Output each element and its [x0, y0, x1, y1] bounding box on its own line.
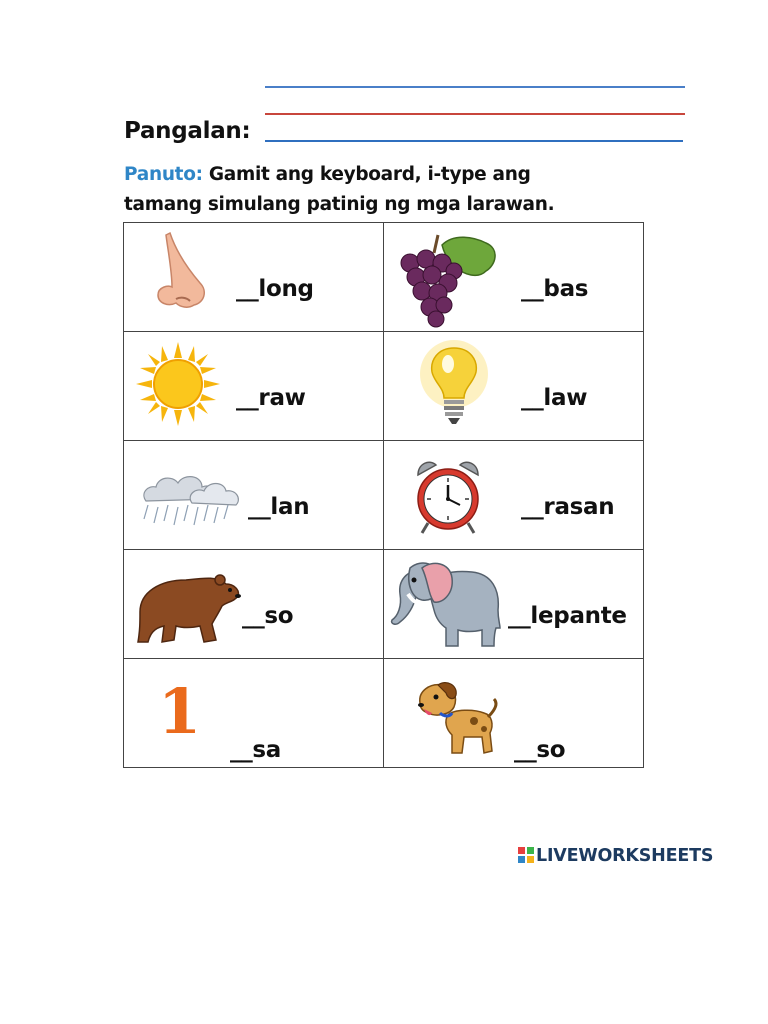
item-cell [384, 659, 644, 768]
item-cell [384, 550, 644, 659]
item-cell [124, 659, 384, 768]
item-word: __sa [230, 737, 282, 763]
item-word: __so [514, 737, 566, 763]
dog-icon [414, 679, 498, 759]
item-word: __rasan [521, 494, 615, 520]
item-word: __lan [248, 494, 310, 520]
elephant-icon [388, 554, 508, 650]
item-word: __raw [236, 385, 306, 411]
alarm-clock-icon [414, 457, 482, 535]
sun-icon [134, 340, 222, 428]
name-input-line[interactable] [265, 140, 683, 142]
liveworksheets-logo-icon [518, 847, 534, 863]
item-cell [384, 223, 644, 332]
instruction-label: Panuto: [124, 164, 203, 185]
item-word: __so [242, 603, 294, 629]
item-word: __law [521, 385, 588, 411]
bear-icon [134, 562, 244, 646]
item-cell [124, 223, 384, 332]
item-word: __long [236, 276, 314, 302]
item-cell [384, 332, 644, 441]
liveworksheets-logo [518, 846, 713, 866]
rain-cloud-icon [140, 467, 242, 537]
number-one-icon: 1 [158, 675, 202, 748]
grapes-icon [390, 231, 500, 329]
logo-text: LIVEWORKSHEETS [536, 846, 714, 866]
writing-line-middle [265, 113, 685, 115]
item-word: __lepante [508, 603, 627, 629]
writing-line-top [265, 86, 685, 88]
item-word: __bas [521, 276, 589, 302]
lightbulb-icon [414, 340, 494, 432]
item-cell [124, 441, 384, 550]
nose-icon [150, 231, 210, 311]
instructions [124, 160, 604, 220]
worksheet-table [123, 222, 644, 768]
name-label: Pangalan: [124, 118, 251, 144]
item-cell [124, 550, 384, 659]
instruction-text: Gamit ang keyboard, i-type ang tamang simulang patinig ng mga larawan. [124, 164, 555, 215]
item-cell [384, 441, 644, 550]
item-cell [124, 332, 384, 441]
